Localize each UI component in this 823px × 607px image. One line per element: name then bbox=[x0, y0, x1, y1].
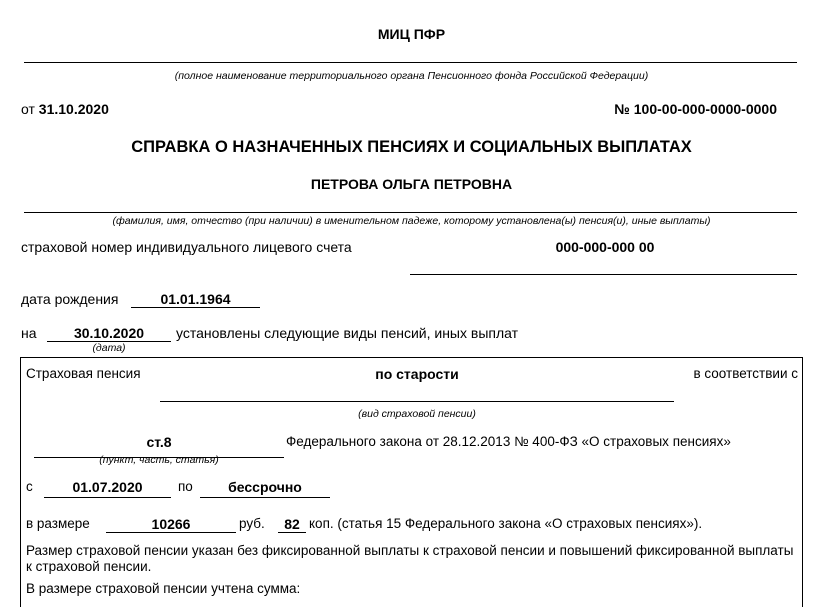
person-caption: (фамилия, имя, отчество (при наличии) в именительном падеже, которому установлена(ы) пенсия(и), иные выплаты) bbox=[112, 215, 711, 227]
as-of-date: 30.10.2020 bbox=[73, 325, 145, 341]
date-prefix: от bbox=[21, 101, 35, 117]
kopecks-underline bbox=[278, 532, 306, 533]
amount-label: в размере bbox=[26, 516, 90, 531]
org-underline bbox=[24, 62, 797, 63]
person-name: ПЕТРОВА ОЛЬГА ПЕТРОВНА bbox=[310, 176, 513, 192]
amount-rubles: 10266 bbox=[151, 516, 191, 532]
pension-box-left bbox=[20, 357, 21, 607]
as-of-prefix: на bbox=[21, 325, 37, 341]
document-date: 31.10.2020 bbox=[38, 101, 109, 117]
snils-label: страховой номер индивидуального лицевого счета bbox=[21, 239, 352, 255]
birth-value: 01.01.1964 bbox=[160, 291, 231, 307]
from-date: 01.07.2020 bbox=[72, 479, 143, 495]
pension-type-underline bbox=[160, 401, 674, 402]
accordance-text: в соответствии с bbox=[693, 366, 798, 381]
as-of-caption: (дата) bbox=[92, 342, 126, 354]
pension-box-top bbox=[20, 357, 803, 358]
law-text: Федерального закона от 28.12.2013 № 400-ФЗ «О страховых пенсиях» bbox=[286, 434, 731, 449]
document-number: № 100-00-000-0000-0000 bbox=[614, 101, 777, 117]
pension-type-caption: (вид страховой пенсии) bbox=[358, 408, 476, 420]
to-value: бессрочно bbox=[228, 479, 302, 495]
pension-type-value: по старости bbox=[375, 366, 459, 382]
pension-box-right bbox=[802, 357, 803, 607]
as-of-text: установлены следующие виды пенсий, иных выплат bbox=[176, 325, 519, 341]
org-name: МИЦ ПФР bbox=[377, 26, 446, 42]
sum-text: В размере страховой пенсии учтена сумма: bbox=[26, 581, 301, 596]
snils-underline bbox=[410, 274, 797, 275]
birth-label: дата рождения bbox=[21, 291, 119, 307]
person-underline bbox=[24, 212, 797, 213]
rub-unit: руб. bbox=[239, 516, 265, 531]
from-underline bbox=[44, 497, 171, 498]
pension-type-label: Страховая пенсия bbox=[26, 366, 141, 381]
kop-text: коп. (статья 15 Федерального закона «О страховых пенсиях»). bbox=[309, 516, 703, 531]
article-value: ст.8 bbox=[146, 434, 172, 450]
birth-underline bbox=[131, 307, 260, 308]
pension-note: Размер страховой пенсии указан без фиксированной выплаты к страховой пенсии и повышений фиксированной выплаты к страховой пенсии. bbox=[26, 543, 794, 574]
amount-kopecks: 82 bbox=[284, 516, 300, 532]
to-prefix: по bbox=[178, 479, 193, 494]
date-line bbox=[21, 101, 109, 117]
rubles-underline bbox=[106, 532, 236, 533]
article-caption: (пункт, часть, статья) bbox=[99, 454, 219, 466]
page-title: СПРАВКА О НАЗНАЧЕННЫХ ПЕНСИЯХ И СОЦИАЛЬНЫХ ВЫПЛАТАХ bbox=[131, 138, 692, 156]
org-caption: (полное наименование территориального органа Пенсионного фонда Российской Федерации) bbox=[174, 70, 649, 82]
from-prefix: с bbox=[26, 479, 33, 494]
to-underline bbox=[200, 497, 330, 498]
snils-value: 000-000-000 00 bbox=[555, 239, 655, 255]
